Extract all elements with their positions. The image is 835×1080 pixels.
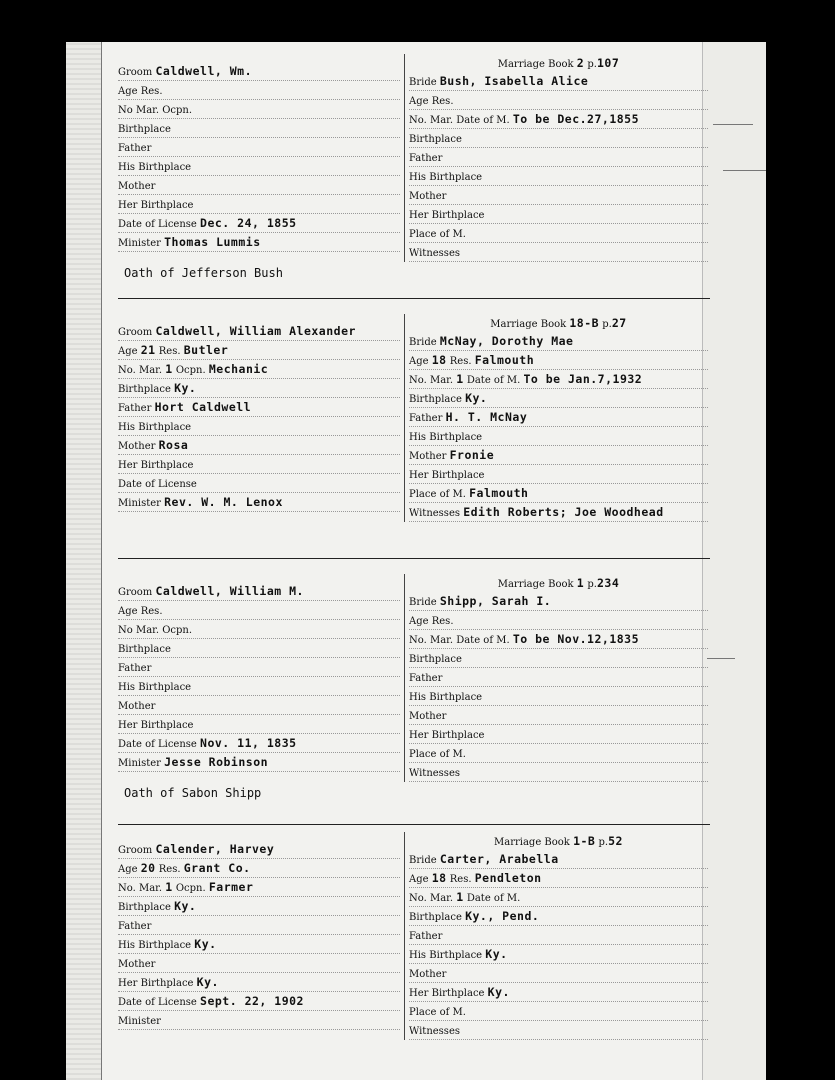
bride-field: [409, 888, 708, 907]
field-label: Mother: [118, 959, 156, 970]
groom-field: [118, 753, 400, 772]
bride-field: [409, 945, 708, 964]
scan-noise: [66, 42, 102, 1080]
groom-field: [118, 840, 400, 859]
groom-field: [118, 195, 400, 214]
bride-field: [409, 725, 708, 744]
field-label: No. Mar.: [409, 375, 454, 386]
field-value: Jesse Robinson: [164, 755, 269, 769]
field-label: Res.: [431, 96, 454, 107]
book-label: Marriage Book: [494, 837, 570, 848]
bride-field: [409, 465, 708, 484]
field-value: Caldwell, William Alexander: [155, 324, 356, 338]
page-number: 107: [597, 56, 620, 70]
field-value: Falmouth: [469, 486, 529, 500]
field-label: No. Mar.: [409, 115, 454, 126]
field-label: Place of M.: [409, 229, 466, 240]
groom-field: [118, 119, 400, 138]
groom-field: [118, 677, 400, 696]
field-label: Date of M.: [456, 115, 510, 126]
field-label: Age: [118, 864, 138, 875]
field-value: Ky.: [194, 937, 217, 951]
groom-field: [118, 493, 400, 512]
field-label: Res.: [449, 356, 472, 367]
field-label: Bride: [409, 855, 437, 866]
bride-field: [409, 1021, 708, 1040]
page-number: 234: [597, 576, 620, 590]
field-label: Ocpn.: [175, 365, 206, 376]
field-label: Birthplace: [409, 394, 462, 405]
bride-field: [409, 91, 708, 110]
field-label: Minister: [118, 758, 161, 769]
field-label: Father: [409, 413, 443, 424]
field-label: Bride: [409, 77, 437, 88]
groom-field: [118, 620, 400, 639]
field-label: Mother: [118, 441, 156, 452]
field-label: His Birthplace: [118, 940, 192, 951]
marriage-book-ref: [409, 314, 708, 332]
groom-field: [118, 157, 400, 176]
field-label: Birthplace: [409, 654, 462, 665]
field-label: Minister: [118, 238, 161, 249]
groom-field: [118, 322, 400, 341]
field-value: 20: [140, 861, 156, 875]
field-label: Mother: [409, 451, 447, 462]
field-label: Age: [118, 86, 138, 97]
groom-field: [118, 360, 400, 379]
groom-field: [118, 474, 400, 493]
field-label: Ocpn.: [162, 105, 193, 116]
bride-field: [409, 129, 708, 148]
field-label: Her Birthplace: [409, 470, 485, 481]
field-value: Ky., Pend.: [465, 909, 540, 923]
field-label: Ocpn.: [175, 883, 206, 894]
field-label: Birthplace: [118, 384, 171, 395]
bride-column: [404, 832, 708, 1040]
field-label: Mother: [118, 701, 156, 712]
field-value: Calender, Harvey: [155, 842, 275, 856]
field-value: Hort Caldwell: [154, 400, 252, 414]
book-label: Marriage Book: [497, 59, 574, 70]
field-value: Pendleton: [474, 871, 542, 885]
field-value: Shipp, Sarah I.: [439, 594, 552, 608]
bride-field: [409, 370, 708, 389]
bride-field: [409, 964, 708, 983]
bride-field: [409, 224, 708, 243]
field-label: No. Mar.: [118, 883, 163, 894]
groom-field: [118, 954, 400, 973]
groom-field: [118, 658, 400, 677]
oath-note: Oath of Sabon Shipp: [124, 786, 262, 800]
field-value: Falmouth: [474, 353, 535, 367]
field-label: Mother: [409, 191, 447, 202]
groom-field: [118, 214, 400, 233]
groom-field: [118, 100, 400, 119]
field-label: Groom: [118, 67, 153, 78]
groom-field: [118, 935, 400, 954]
field-value: Rev. W. M. Lenox: [164, 495, 283, 509]
groom-field: [118, 916, 400, 935]
field-label: His Birthplace: [409, 950, 483, 961]
field-label: Groom: [118, 327, 153, 338]
field-label: Age: [409, 96, 429, 107]
groom-field: [118, 582, 400, 601]
field-label: Birthplace: [118, 644, 171, 655]
field-label: Minister: [118, 498, 161, 509]
page-prefix: p.: [587, 579, 597, 590]
field-label: Date of M.: [456, 635, 510, 646]
field-label: Res.: [140, 606, 163, 617]
field-value: 18: [431, 353, 447, 367]
groom-field: [118, 715, 400, 734]
field-label: No Mar.: [118, 105, 160, 116]
field-label: Place of M.: [409, 749, 466, 760]
field-label: Her Birthplace: [118, 978, 194, 989]
field-label: His Birthplace: [409, 432, 483, 443]
field-label: Father: [409, 931, 443, 942]
field-label: No. Mar.: [409, 893, 454, 904]
field-label: Father: [409, 153, 443, 164]
bride-field: [409, 503, 708, 522]
field-value: Caldwell, Wm.: [155, 64, 252, 78]
field-label: Witnesses: [409, 1026, 460, 1037]
field-label: His Birthplace: [118, 162, 192, 173]
field-label: Witnesses: [409, 248, 460, 259]
field-value: To be Dec.27,1855: [512, 112, 640, 126]
field-value: 18: [431, 871, 447, 885]
groom-field: [118, 897, 400, 916]
field-value: To be Jan.7,1932: [523, 372, 643, 386]
groom-field: [118, 341, 400, 360]
field-label: Age: [409, 874, 429, 885]
field-value: To be Nov.12,1835: [512, 632, 640, 646]
field-label: Her Birthplace: [118, 200, 194, 211]
groom-field: [118, 138, 400, 157]
field-label: Place of M.: [409, 489, 466, 500]
record-divider: [118, 558, 710, 559]
field-label: Her Birthplace: [409, 730, 485, 741]
book-number: 1-B: [573, 834, 596, 848]
field-label: Res.: [140, 86, 163, 97]
bride-field: [409, 687, 708, 706]
field-value: Ky.: [174, 381, 197, 395]
groom-field: [118, 436, 400, 455]
groom-column: [118, 582, 400, 772]
field-label: Date of License: [118, 479, 197, 490]
field-label: Father: [118, 403, 152, 414]
field-label: No. Mar.: [409, 635, 454, 646]
groom-field: [118, 859, 400, 878]
field-label: Age: [409, 356, 429, 367]
field-value: Caldwell, William M.: [155, 584, 304, 598]
field-label: Mother: [409, 711, 447, 722]
field-label: No Mar.: [118, 625, 160, 636]
bride-field: [409, 983, 708, 1002]
bride-field: [409, 72, 708, 91]
groom-column: [118, 840, 400, 1030]
bride-field: [409, 926, 708, 945]
field-label: Res.: [158, 864, 181, 875]
field-label: His Birthplace: [118, 422, 192, 433]
groom-field: [118, 62, 400, 81]
marriage-book-ref: [409, 832, 708, 850]
groom-field: [118, 455, 400, 474]
field-value: Sept. 22, 1902: [200, 994, 304, 1008]
page-prefix: p.: [598, 837, 609, 848]
field-label: Bride: [409, 337, 437, 348]
field-value: 1: [456, 890, 464, 904]
groom-field: [118, 398, 400, 417]
field-value: Edith Roberts; Joe Woodhead: [463, 505, 664, 519]
field-label: His Birthplace: [409, 172, 483, 183]
field-label: Mother: [118, 181, 156, 192]
bride-field: [409, 649, 708, 668]
field-label: Date of M.: [466, 893, 521, 904]
field-label: Her Birthplace: [118, 460, 194, 471]
bride-field: [409, 706, 708, 725]
book-number: 1: [576, 576, 585, 590]
field-label: Her Birthplace: [409, 210, 485, 221]
field-label: Father: [118, 143, 152, 154]
groom-field: [118, 992, 400, 1011]
groom-field: [118, 973, 400, 992]
field-value: 1: [165, 880, 173, 894]
field-value: 21: [140, 343, 156, 357]
bride-field: [409, 389, 708, 408]
field-value: 1: [456, 372, 464, 386]
page-prefix: p.: [587, 59, 597, 70]
field-value: H. T. McNay: [445, 410, 528, 424]
groom-field: [118, 639, 400, 658]
marriage-book-ref: [409, 574, 708, 592]
field-label: Ocpn.: [162, 625, 193, 636]
bride-field: [409, 408, 708, 427]
book-label: Marriage Book: [490, 319, 567, 330]
field-label: Birthplace: [409, 912, 462, 923]
bride-column: [404, 314, 708, 522]
bride-field: [409, 592, 708, 611]
field-value: Thomas Lummis: [164, 235, 261, 249]
field-label: Date of M.: [466, 375, 521, 386]
record-divider: [118, 298, 710, 299]
groom-field: [118, 81, 400, 100]
groom-field: [118, 878, 400, 897]
bride-field: [409, 484, 708, 503]
bride-field: [409, 630, 708, 649]
field-value: Ky.: [174, 899, 197, 913]
groom-field: [118, 176, 400, 195]
field-label: Date of License: [118, 997, 197, 1008]
groom-field: [118, 1011, 400, 1030]
field-value: Carter, Arabella: [439, 852, 559, 866]
groom-field: [118, 379, 400, 398]
field-value: Farmer: [208, 880, 254, 894]
field-value: Dec. 24, 1855: [200, 216, 297, 230]
field-label: Her Birthplace: [118, 720, 194, 731]
book-number: 18-B: [569, 316, 600, 330]
bride-field: [409, 1002, 708, 1021]
page-number: 27: [611, 316, 627, 330]
book-label: Marriage Book: [497, 579, 574, 590]
bride-field: [409, 907, 708, 926]
field-label: Groom: [118, 587, 153, 598]
bride-column: [404, 54, 708, 262]
field-value: Nov. 11, 1835: [200, 736, 297, 750]
field-label: Res.: [158, 346, 181, 357]
field-label: Father: [118, 663, 152, 674]
bride-field: [409, 205, 708, 224]
margin-line: [101, 42, 102, 1080]
field-label: His Birthplace: [409, 692, 483, 703]
page-number: 52: [608, 834, 623, 848]
field-label: Father: [409, 673, 443, 684]
bride-field: [409, 427, 708, 446]
bride-field: [409, 850, 708, 869]
field-value: McNay, Dorothy Mae: [439, 334, 574, 348]
groom-field: [118, 696, 400, 715]
groom-column: [118, 322, 400, 512]
field-value: Butler: [183, 343, 229, 357]
groom-field: [118, 417, 400, 436]
bride-field: [409, 763, 708, 782]
bride-field: [409, 332, 708, 351]
bride-field: [409, 243, 708, 262]
field-value: Ky.: [485, 947, 508, 961]
groom-field: [118, 601, 400, 620]
field-label: No. Mar.: [118, 365, 163, 376]
field-value: Ky.: [465, 391, 488, 405]
bride-field: [409, 167, 708, 186]
field-label: Witnesses: [409, 768, 460, 779]
bride-field: [409, 744, 708, 763]
field-label: His Birthplace: [118, 682, 192, 693]
field-label: Date of License: [118, 739, 197, 750]
bride-field: [409, 869, 708, 888]
bride-field: [409, 148, 708, 167]
marriage-book-ref: [409, 54, 708, 72]
book-number: 2: [576, 56, 585, 70]
bride-field: [409, 446, 708, 465]
field-label: Age: [118, 346, 138, 357]
groom-column: [118, 62, 400, 252]
bride-field: [409, 110, 708, 129]
field-label: Place of M.: [409, 1007, 466, 1018]
field-value: Ky.: [487, 985, 510, 999]
bride-field: [409, 186, 708, 205]
field-label: Groom: [118, 845, 153, 856]
groom-field: [118, 734, 400, 753]
field-label: Res.: [431, 616, 454, 627]
field-label: Res.: [449, 874, 472, 885]
field-label: Mother: [409, 969, 447, 980]
field-label: Father: [118, 921, 152, 932]
field-value: Grant Co.: [183, 861, 251, 875]
field-value: Fronie: [449, 448, 495, 462]
oath-note: Oath of Jefferson Bush: [124, 266, 283, 280]
field-label: Birthplace: [409, 134, 462, 145]
field-label: Her Birthplace: [409, 988, 485, 999]
field-label: Birthplace: [118, 124, 171, 135]
field-value: Mechanic: [208, 362, 269, 376]
field-value: Bush, Isabella Alice: [439, 74, 589, 88]
bride-field: [409, 611, 708, 630]
page-prefix: p.: [602, 319, 612, 330]
field-label: Minister: [118, 1016, 161, 1027]
field-label: Bride: [409, 597, 437, 608]
bride-field: [409, 668, 708, 687]
field-value: 1: [165, 362, 173, 376]
field-label: Witnesses: [409, 508, 460, 519]
field-label: Age: [409, 616, 429, 627]
record-sheet: [66, 42, 766, 1080]
bride-field: [409, 351, 708, 370]
field-label: Age: [118, 606, 138, 617]
record-divider: [118, 824, 710, 825]
field-value: Ky.: [196, 975, 219, 989]
groom-field: [118, 233, 400, 252]
right-margin: [702, 42, 766, 1080]
field-value: Rosa: [158, 438, 189, 452]
bride-column: [404, 574, 708, 782]
field-label: Birthplace: [118, 902, 171, 913]
field-label: Date of License: [118, 219, 197, 230]
